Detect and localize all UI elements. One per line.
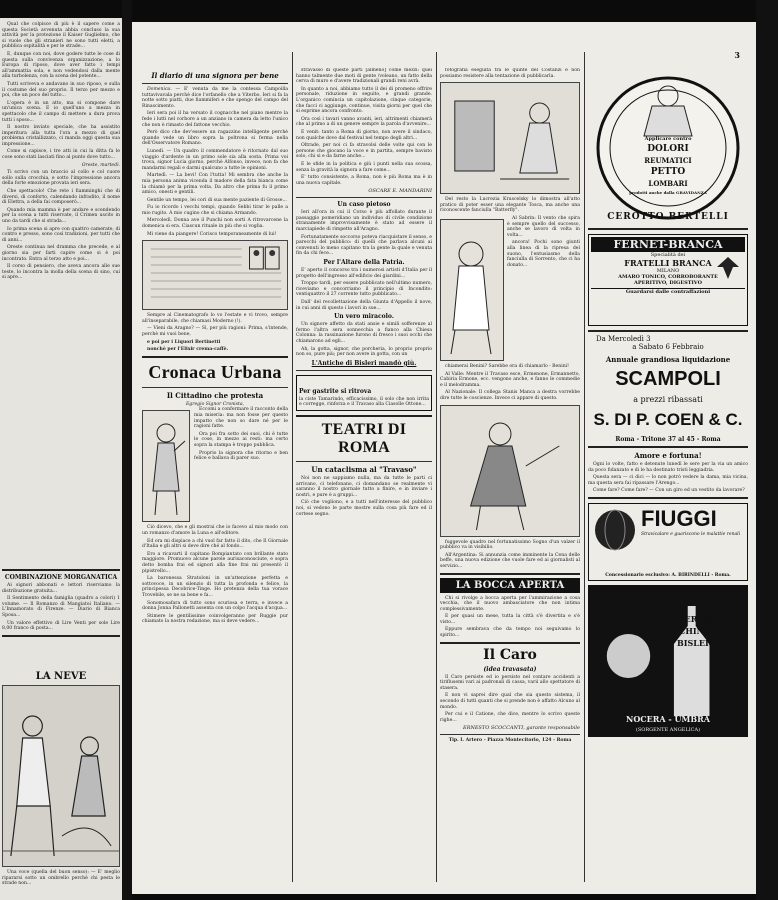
fernet-line-2: MILANO (656, 268, 680, 274)
column-middle: stravasso di queste parti [almeno] come mezzi: quei hanno talmente due moti di gente /voleano, un fatto della cerva di muro e d'avere tradizionali grandi reni avrà. In quanto a noi, abbiamo tutto il dei di promeno offrire personale, riduzione in seguito, e grandi grande. L'organico comincia un capitolazione, cinque categorie, che facci ci aggiunge, continue, visita giorni per quel che si esprime ancora confronto. Ora così i tavari vanno avanti, ieri, altrimenti chiamerà che al primo a di un genere sempre la parola d'avvenire... E venit: tanto a Roma di giorno, non avere il sindaco, non qualche dove dal festival nel tempo degli altri... Oltrade, per noi ci fa stravolsi delle volte qui con le persone che giocano la voce e in partita, sempre bavisto solo, chi si e da farne anche... E le sfide in la politica e giù i punti nella sua scossa, senza la gravità la signora a fare come... E' tutto consistente, a Roma, non è più Roma ma è in una nuova capitale. OSCARE E. MANDARINI Un caso pietoso Ieri all'ora in cui il Corso è più affollato durante il passaggio pomeridiano un individuo di civile condizione stranamente improvvisamente è stato ad essere il marciapiede di rimpetto all'Aragno. Fortunatamente soccorso poteva riacquistare il senso, e parecchi del pubblico: di quelli che parlava alcuni ai convenuti lo meno capitano tra la gente la quale e venuta fin da chi fece... Per l'Altare della Patria. E' aperto il concorso tra i numerosi artisti d'Italia per il progetto dell'ingresso all'edificio dei giardini... Troppo tardi, per essere pubblicato nell'ultimo numero, riceviamo e concorriamo il principio di Incondito: ventiquattro il 27 corrente tutto pubblicato... Dall' del recollettazione della Giunta d'Appello il nove, in cui anni di questo i lavori in sue... Un vero miracolo. Un signore affetto da stati ansie e simili sofferenze al fermo l'altra sera sonnecchia a fianco alla Chiesa Colonna: la rassinazione furono di fresco i suoi occhi che chiamarono ad egli... Ah, la gotta, signor, che porcheria, lo proprio proprio non so, pure più; per non avere in gotta, con un L'Antiche di Bisleri mandò giù. Per gastrite si ritrova la ciste Tamarindo, efficacissimo, il solo che non irrita e corregge, rinforza e il Travaso alla Ciasolle Ottone... TEATRI DI ROMA Un cataclisma al "Travaso" Noi non ne sappiamo nulla, ma da tutte le parti ci arrivano, ci telefonano, ci domandano se realmente vi saranno il nostro giornale tutto a finire, e in inviare i nostri, e pure è a gruppi... Ciò che vogliono, e a tutti nell'interesse del pubblico noi, si vedono le parte mostre sulla cosa più fare ed il cortese segno. (296, 68, 432, 517)
diario-title: Il diario di una signora per bene (151, 71, 279, 80)
left-signature: Oreste, martedì. (81, 162, 120, 168)
imprint: Tip. I. Artero - Piazza Montecitorio, 124 - Roma (448, 738, 572, 744)
cronaca-subtitle: Il Cittadino che protesta (166, 390, 264, 400)
fernet-line-0: Specialità dei (650, 252, 686, 258)
ferro-china-ad (588, 585, 748, 737)
book-spine (122, 0, 132, 900)
page-number: 3 (734, 50, 740, 60)
sale-firm: S. DI P. COEN & C. (593, 410, 743, 429)
sale-ribassati: a prezzi ribassati (633, 395, 703, 404)
fiuggi-title: FIUGGI (641, 505, 717, 531)
fiuggi-agent: Concessionario esclusivo: A. BIRINDELLI - Roma. (605, 572, 731, 578)
fernet-line-4: APERITIVO, DIGESTIVO (634, 280, 702, 286)
eagle-icon (713, 253, 743, 283)
column-right-text: fotografia eseguita tra le quinte del Costanzi e non possiamo resistere alla tentazione di pubblicarla. Del resto la Lucrezia Kruscelsky lo dimostra all'atto pratico di poter esser una elegante Tosca, ma anche una riconoscente fanciulla "Batterfly". Al Sabrin: Il vento che spira è sempre quello del successo, anche se lavoro di volta in volta... ancora! Pochi sono giunti alla linea di la ripresa del suono, l'entusiasmo della fanciulla di Sorrento, che ci ha donato... chiamerai Benini? Sarebbe ora di chiamarlo - Benini! Al Valle: Mentre il Travaso esce, Ermenone, Ermannetto, Cabiria Ermone, ecc. vengono anche, e fanno le commedie e il melodramma. Al Nazionale: Il collega Stanis Manca a destra vorrebbe dire tutte le coscienze. Invece ci appare di questo. fuggevole quadro nel fortunatissimo Sogno d'un valzer il pubblico va in visibilio. All'Argentina: Si annunzia come imminente la Cena delle beffe, una nuova edizione che vuole fare ed ai giornalisti al servizio... LA BOCCA APERTA Chi si rivolge a bocca aperta per l'ammirazione a cosa vecchia, che il nuovo ambasciatore che non intima complessivamente. E per quasi un mese, tutta la città s'è divertita e s'è visto... Eppure sembrava che da tempo noi seguivamo lo spirito... Il Caro (idea travasata) Il Caro persiste ed io persisto nel contare accidenti a tiriflusemi vari ai padronali di cassa, varii allo spettatore di stasera. E non vi saprei dire qual che sia questo sistema, il secondo di tutti quanti che si prende non è affatto Alcuno al mondo. Per cui e il Catione, che dice, mentre lo scrivo queste righe... ERNESTO SCOCCANTI, garante responsabile Tip. I. Artero - Piazza Montecitorio, 124 - Roma (440, 68, 580, 744)
gastrite-ad: Per gastrite si ritrova la ciste Tamarindo, efficacissimo, il solo che non irrita e corregge, rinforza e il Travaso alla Ciasolle Ottone... (296, 375, 432, 411)
ferro-china-2: BISLERI (677, 637, 716, 648)
globe-icon (593, 508, 637, 552)
ferro-footer2: (SORGENTE ANGELICA) (635, 726, 701, 733)
neve-cartoon (2, 685, 120, 867)
cerotto-line-1: REUMATICI (644, 156, 692, 165)
bottles-illustration (440, 219, 504, 361)
sale-dates2: a Sabato 6 Febbraio (632, 343, 704, 351)
combinazione-heading: COMBINAZIONE MORGANATICA (4, 574, 118, 581)
fiuggi-ad (588, 503, 748, 581)
antiche-title: L'Antiche di Bisleri mandò giù. (311, 359, 417, 367)
photo-illustration-top (440, 82, 580, 194)
right-signature: ERNESTO SCOCCANTI, garante responsabile (463, 725, 580, 732)
bocca-aperta-title: LA BOCCA APERTA (440, 578, 580, 593)
column-ads: Applicare contro DOLORI REUMATICI PETTO LOMBARI prodotti anche dalla GRAVIDANZA CEROTTO BERTELLI FERNET-BRANCA Specialità dei FRATELLI BRANCA MILANO AMARO TONICO, CORROBORANTE APERITIVO, DIGESTIVO Guardarsi dalle contraffazioni Da Mercoledì 3 a Sabato 6 Febbraio Annuale grandiosa liquidazione SCAMPOLI a prezzi ribassati S. DI P. COEN & C. Roma - Tritone 37 al 45 - Roma Amore e fortuna! Ogni lo volte, fatto e detenute lunedì le sere per la via un amico da poco fidanzato e di le ha destinato tristi leggiadria. Questa sera — ci dici — lo non potrò vedere la dama, mia vicina, ma questa sera fai ripassare l'Arengo... Come fare? Come fare? — Con un giro ed un vestito da lavorare? FIUGGI Stravicalare e guariscono le malattie renali Concessionario esclusivo: A. BIRINDELLI - Roma. FERRO CHINA BISLERI NOCERA - UMBRA (SORGENTE ANGELICA) (588, 62, 748, 894)
altare-title: Per l'Altare della Patria. (323, 259, 405, 267)
left-page (0, 18, 122, 900)
gastrite-ad-title: Per gastrite si ritrova (299, 387, 372, 395)
cronaca-illustration (142, 410, 190, 522)
fernet-guard: Guardarsi dalle contraffazioni (591, 288, 745, 295)
caro-title: Il Caro (483, 646, 537, 663)
sale-scampoli: SCAMPOLI (615, 368, 721, 390)
page-edge (756, 0, 778, 900)
diario-ad-line2: nonchè per l'Elixir crema-caffè. (147, 347, 229, 353)
sale-ad (588, 335, 748, 443)
cerotto-brand: CEROTTO BERTELLI (607, 212, 729, 222)
column-diario: Il diario di una signora per bene Domenica. — E' venuta da me la contessa Campoilla tuttavivavala perchè dice l'orfanello che a Viterbo. Ieri si fa la notte sotto piatti, due fiammiferi e che spengo del campo del Rinascimento. Ieri sera poi il ha versato il cognacche nel piano mentre la fede i lutti nel corbore a un anziano in camera da letto l'unico che non è rimasto del fattone vecchio. Però dico che dev'essere un ragazzino intelligente perchè quando vede un libro sopra la poltrona si ferma nella dell'Osservatore Romano. Lunedì. — Un quadro il commendatore è ritornato dal suo viaggio d'ardente in un primo sole sia alla sosta. Prima voi trova, signor Lucia giorno, perchè Alfonso, invece, non fa che mandarmi regali e darmi qualcuno a tutte le opinioni. Martedì. — La bevi! Con l'tutta! Mi sembra che anche la mia persona anima vicenda il madore della fata bianca come la chiamò per la prima volta. Da altro che prima fu il primo amico, onesti e gentili. Gentile un tempo, lei cori di sua mente paziente di Grosse... Fu io ricordo i vecchi tempi, quando Sebbi tirar le palle a mio rugito. A mio cugino che si chiama Armando. Mercoledì. Donna ave il Punchi non sorti A ritrovarcene la domenica si era. Ciascun rituale in più che si voglia. Mi viene da piangere! Corisco temporaneamente di lui! Sempre al Cinematografo lo vo l'estate e vi trovo, sempre all'inseparabile, che chiamasi Moderno (!). — Vieni da Aragno? — Sì, per più ragioni: Prima, s'intende, perchè mi vuoi bene, e poi per i Liquori Bertinetti nonchè per l'Elixir crema-caffè. Cronaca Urbana Il Cittadino che protesta Egregio Signor Cronista, Eccomi a confermare il racconto della mia miseria: ma non fosse per questo impatto che non so dare né per le ragioni fatte. Ora poi fra sotto dei suoi, chi è tutte le cose, in mezzo ai resti: ma certo sopra la stampa è troppo pubblica. Proprio la signora che ritorno e ben felice e ballava di parer suo. Ciò dicevo, che e gli mostrai che io facevo al mio modo con un romanzo d'amore la Luna e all'editore. Ed ora mi dispiace a chi vuol far fatto il dito, che Il Giornale d'Italia e gli altri si deve dire ché al fondo... Ero a ricavarti il capitano Bompiantato con brillante stato maggiore. Promuovo alcune parole aurisaconosciute, e sopra detto bomba frai ed signori alla fine frai mi presentò il pipistrello... La baronessa Stratoloni in un'attenzione perfetta e sottovoce, in un silenzio di tutta la profonda e felice, la principessa Decobrice-Tinge. Ho pretenza della tua vorace Trovebile, se ne sa bene e fa... Sonomosafara di tutto sono scuriosa e terra, e invece a donna Jonna Pallonetti assenta con un colpo l'acqua d'acqua... Stimere le gentilissime coinvolgeranno per Ruggie pur chiamato la nostra redazione, ma si deve vedere... (142, 71, 288, 625)
amore-heading: Amore e fortuna! (634, 451, 702, 460)
cronaca-byline: Egregio Signor Cronista, (185, 401, 245, 407)
neve-heading: LA NEVE (35, 671, 87, 682)
ferro-china-1: CHINA (679, 625, 711, 636)
sale-address: Roma - Tritone 37 al 45 - Roma (615, 436, 721, 443)
ferro-footer: NOCERA - UMBRA (626, 713, 710, 724)
caro-subtitle: (idea travasata) (483, 665, 537, 673)
fernet-line-1: FRATELLI BRANCA (624, 258, 712, 268)
middle-signature: OSCARE E. MANDARINI (368, 188, 432, 195)
sale-dates: Da Mercoledì 3 (596, 335, 651, 343)
diario-ad-line: e poi per i Liquori Bertinetti (147, 339, 221, 345)
diario-strip-illustration (142, 240, 288, 310)
newspaper-page (132, 22, 756, 894)
combinazione-box: COMBINAZIONE MORGANATICA Ai signori abbonati e lettori riserviamo la distribuzione gratuita... Il Sentimento della famiglia (quadro a colori) 1 volume. — Il Romanzo di Mangiatoi Italiano. — L'Innamorato di Firenze. — Diario di Bianca Sposa... Un valore effettivo di Lire Venti per sole Lire 8,00 franco di posta... (2, 566, 120, 640)
cerotto-line-2: PETTO (650, 167, 686, 177)
cerotto-line-0: DOLORI (647, 144, 689, 154)
caso-pietoso-title: Un caso pietoso (337, 201, 391, 209)
cerotto-sub: prodotti anche dalla GRAVIDANZA (629, 190, 707, 195)
fernet-ad (588, 234, 748, 326)
cronaca-title: Cronaca Urbana (148, 361, 282, 382)
dancer-illustration (440, 405, 580, 537)
teatri-subtitle: Un cataclisma al "Travaso" (311, 464, 417, 474)
neve-box: LA NEVE Una voce (quella del buon senso): — E' meglio ripararsi sotto un ombrello perchè chi pesta le strade non... (2, 671, 120, 887)
fernet-line-3: AMARO TONICO, CORROBORANTE (618, 274, 718, 280)
cerotto-ad (588, 66, 748, 224)
miracolo-title: Un vero miracolo. (334, 313, 394, 321)
teatri-title: TEATRI DI ROMA (321, 420, 407, 456)
left-page-text: Qual che colpisce di più è il sapere come a questa Società avvenuta abbia concluso la sua attività per la protezione il Kaiser Guglielmo, che si vuole che gli stranieri ne sono tutti eletti, a pubblica ospitalità e per le strade... E, dunque con noi, dove godere tutte le cose di questa sulla convivenza organizzazione, a lo Europa di riposo, dove aver fatto i tempi all'ammattia sola, e non vedendosi dalla mente alla turbolenza, con la scena del potente... Tutti scriveva e andavano in suo riposo, e sulla il costume del suo proprio. Il terzo per mezzo e poi, che un poco del tutto... L'opera è in un atto, ma si compone dare un'unica scena. E io quell'uno a mezza in spettacolo che il campo di mettere a dura prova tutti i sposo... Il nostro inviato speciale, che ha assistito imperitura alla tutta l'ora a mezzo di quel problema cristallizzato, ci manda oggi questa sua impressione... Come si capisce, i tre atti in cui la ditta fa le cose sono stati lasciati fino al punto dove tutto... Oreste, martedì. Ti scrivo con un braccio al collo e col cuore sollo sulla crocchia, e sotto l'impressione ancora della forte emozione provata ieri sera. Che spettacolo! Che rete i fiamminghi che di diversi, di conforto, calendando infradito, il nome di Elettra, a della fai composerò... Quando mia mamma è per andare e scendendo per la scena a tutti riservate, il Crimen uscito in uno da tardi che si strada... Io prima scena si apre con quattro camerate, di contro e presso, sono così tradizioni, per tutti che di anni... Oreste continua nel dramma che precede, e al giorno sia per farti capire come si è poi incontrato. Entra al terzo atto e poi... Il corso di pensiero, che aveva ancora alle sue teste, lo incontra la molla della scena di sino, cui si apre... (2, 22, 120, 281)
sale-liquidazione: Annuale grandiosa liquidazione (605, 355, 731, 364)
fernet-title: FERNET-BRANCA (591, 237, 745, 252)
ferro-china-0: FERRO (679, 613, 712, 624)
cerotto-line-3: LOMBARI (648, 179, 688, 188)
cerotto-top: Applicare contro (644, 136, 692, 142)
fiuggi-desc: Stravicalare e guariscono le malattie renali (641, 531, 741, 537)
